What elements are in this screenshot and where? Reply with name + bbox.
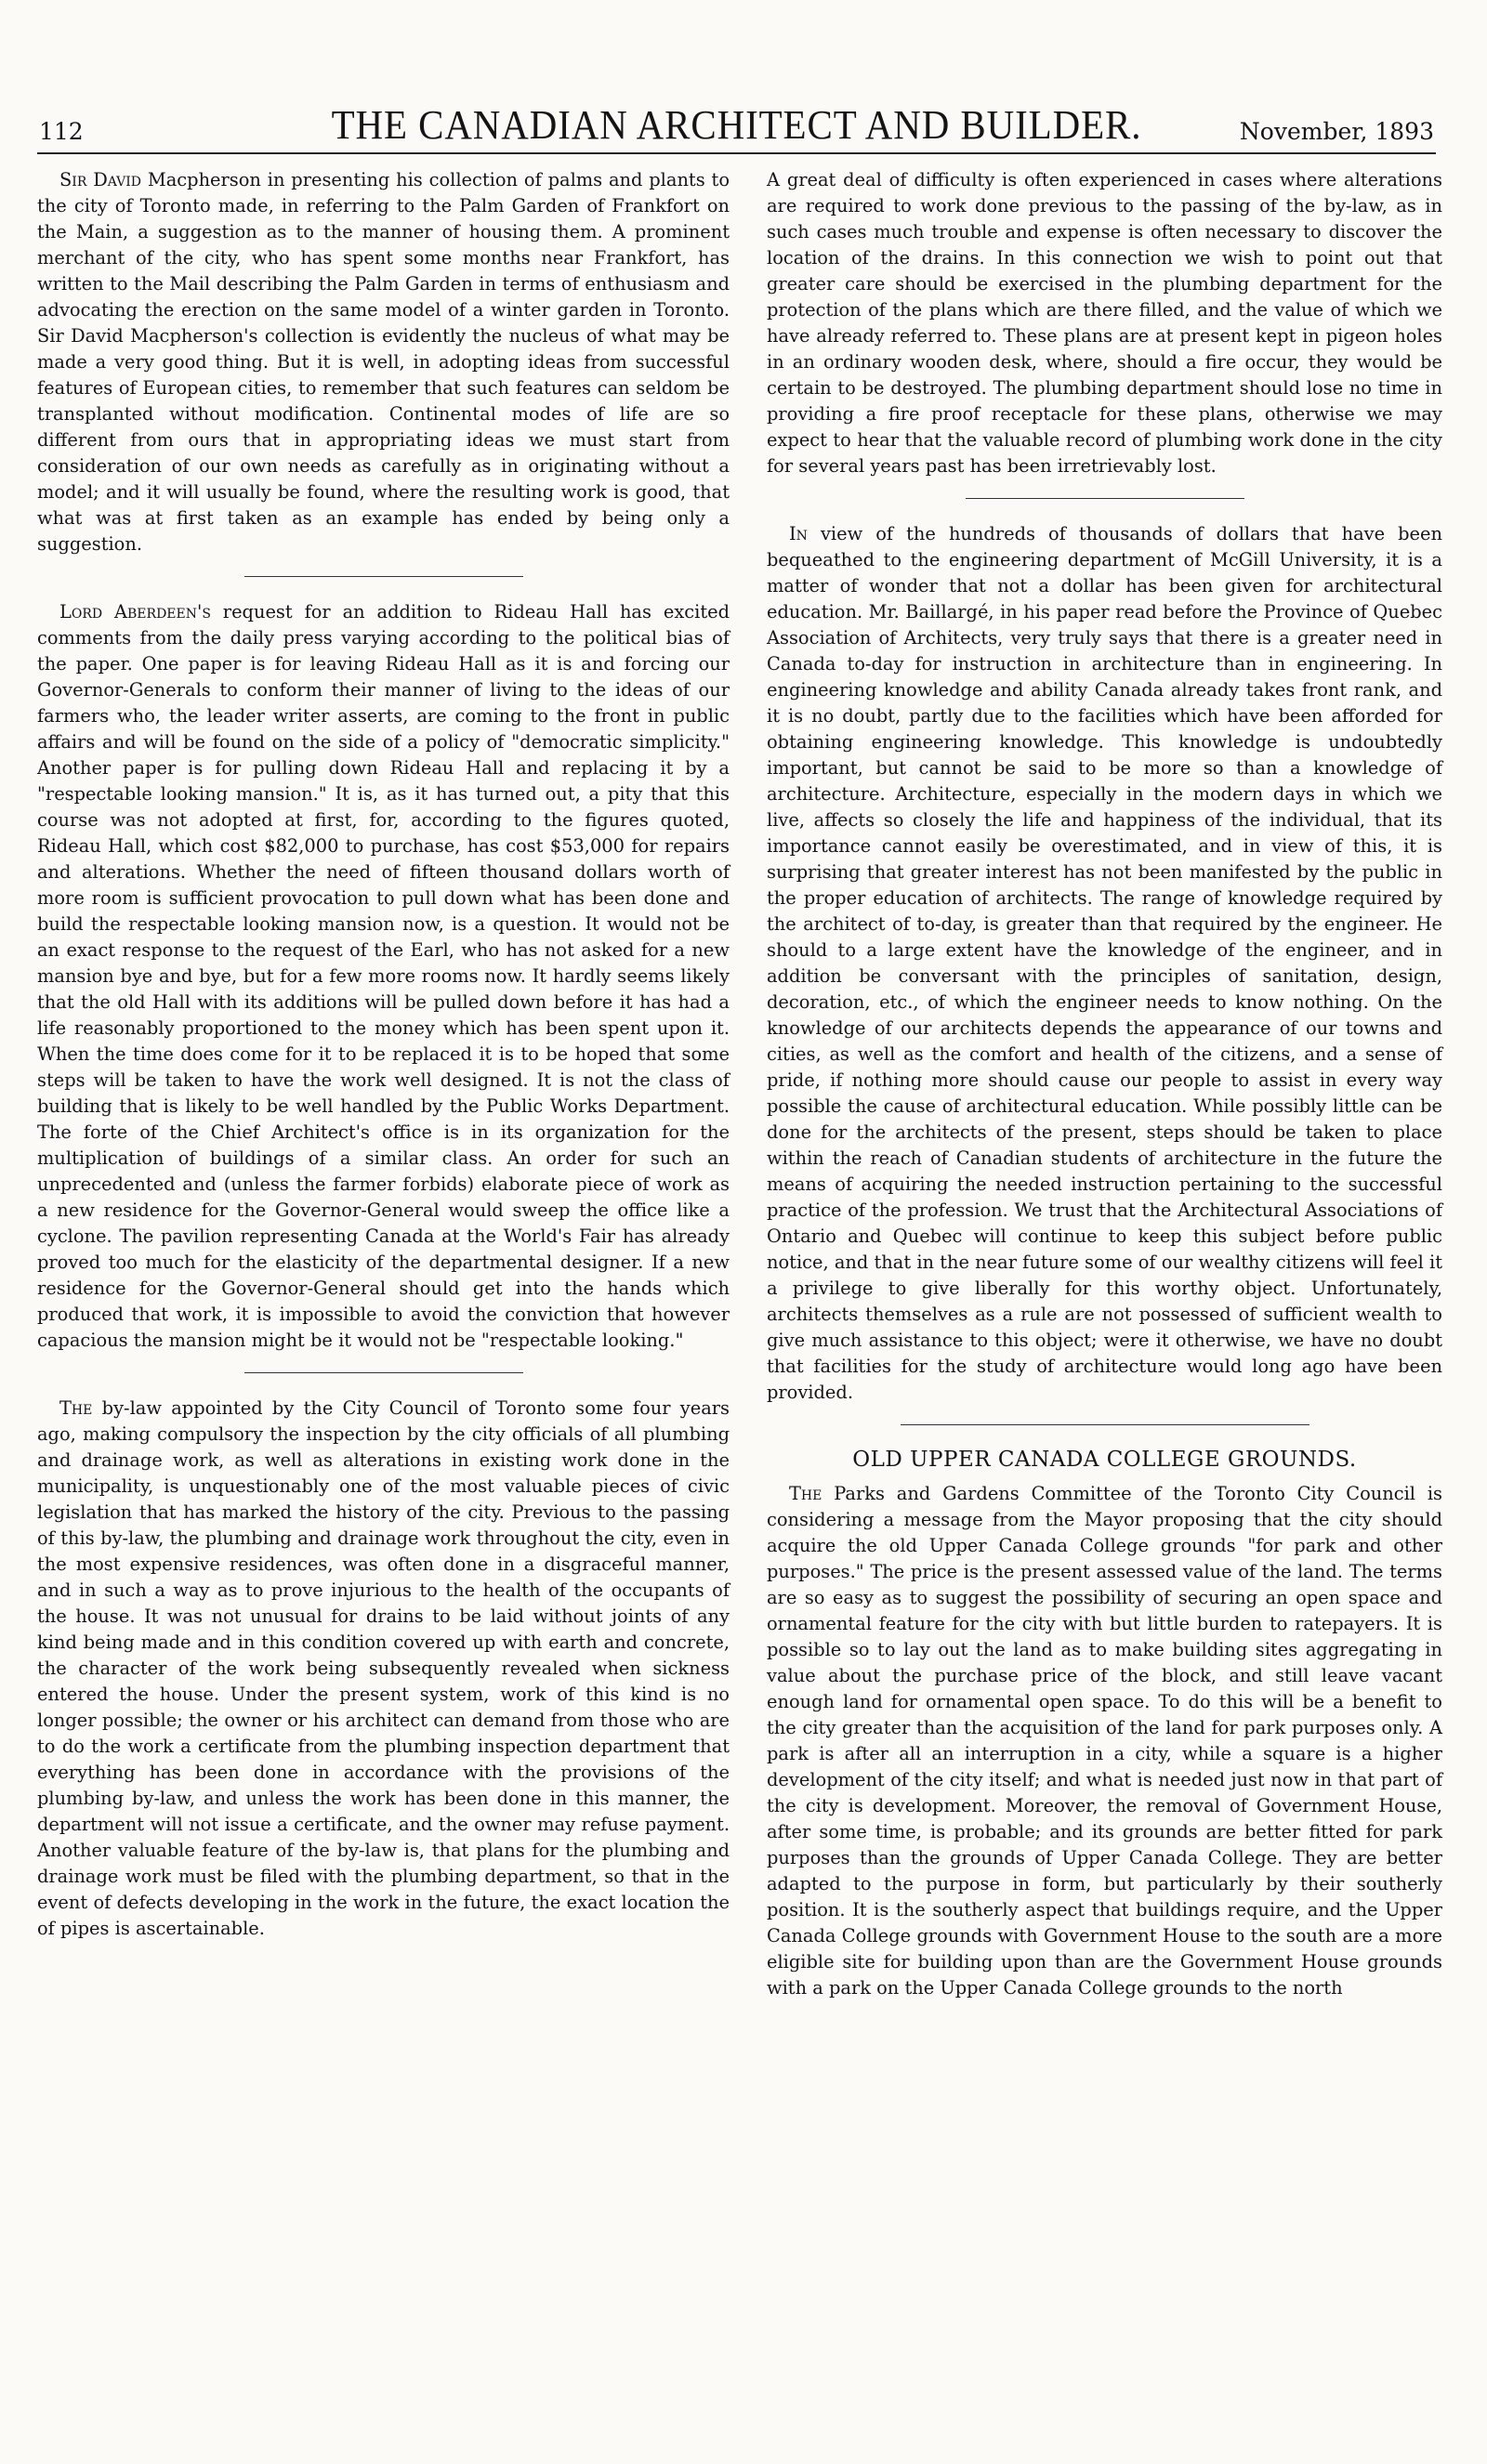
paragraph-text: Parks and Gardens Committee of the Toronto City Council is considering a message from the Mayor proposing that the city should acquire the old Upper Canada College grounds "for park and other purposes." The price is the present assessed value of the land. The terms are so easy as to suggest the possibility of securing an open space and ornamental feature for the city with but little burden to ratepayers. It is possible so to lay out the land as to make building sites aggregating in value about the purchase price of the block, and still leave vacant enough land for ornamental open space. To do this will be a benefit to the city greater than the acquisition of the land for park purposes only. A park is after all an interruption in a city, while a square is a higher development of the city itself; and what is needed just now in that part of the city is development. Moreover, the removal of Government House, after some time, is probable; and its grounds are better fitted for park purposes than the grounds of Upper Canada College. They are better adapted to the purpose in form, but particularly by their southerly position. It is the southerly aspect that buildings require, and the Upper Canada College grounds with Government House to the south are a more eligible site for building upon than are the Government House grounds with a park on the Upper Canada College grounds to the north bbox=[767, 1483, 1442, 1999]
masthead-title: THE CANADIAN ARCHITECT AND BUILDER. bbox=[331, 102, 1142, 148]
left-column bbox=[37, 167, 730, 1942]
article-palm-garden bbox=[37, 167, 730, 557]
article-plumbing-continued bbox=[767, 167, 1442, 479]
paragraph-text: by-law appointed by the City Council of Toronto some four years ago, making compulsory the inspection by the city officials of all plumbing and drainage work, as well as alterations in existing work done in the municipality, is unquestionably one of the most valuable pieces of civic legislation that has marked the history of the city. Previous to the passing of this by-law, the plumbing and drainage work throughout the city, even in the most expensive residences, was often done in a disgraceful manner, and in such a way as to prove injurious to the health of the occupants of the house. It was not unusual for drains to be laid without joints of any kind being made and in this condition covered up with earth and concrete, the character of the work being subsequently revealed when sickness entered the house. Under the present system, work of this kind is no longer possible; the owner or his architect can demand from those who are to do the work a certificate from the plumbing inspection department that everything has been done in accordance with the provisions of the plumbing by-law, and unless the work has been done in this manner, the department will not issue a certificate, and the owner may refuse payment. Another valuable feature of the by-law is, that plans for the plumbing and drainage work must be filed with the plumbing department, so that in the event of defects developing in the work in the future, the exact location the of pipes is ascertainable. bbox=[37, 1397, 730, 1939]
section-divider bbox=[244, 1372, 523, 1373]
right-column bbox=[767, 167, 1442, 2001]
issue-date: November, 1893 bbox=[1239, 118, 1434, 145]
article-plumbing-bylaw bbox=[37, 1396, 730, 1942]
paragraph-text: request for an addition to Rideau Hall has excited comments from the daily press varying according to the political bias of the paper. One paper is for leaving Rideau Hall as it is and forcing our Governor-Generals to conform their manner of living to the ideas of our farmers who, the leader writer asserts, are coming to the front in public affairs and will be found on the side of a policy of "democratic simplicity." Another paper is for pulling down Rideau Hall and replacing it by a "respectable looking mansion." It is, as it has turned out, a pity that this course was not adopted at first, for, according to the figures quoted, Rideau Hall, which cost $82,000 to purchase, has cost $53,000 for repairs and alterations. Whether the need of fifteen thousand dollars worth of more room is sufficient provocation to pull down what has been done and build the respectable looking mansion now, is a question. It would not be an exact response to the request of the Earl, who has not asked for a new mansion bye and bye, but for a few more rooms now. It hardly seems likely that the old Hall with its additions will be pulled down before it has had a life reasonably proportioned to the money which has been spent upon it. When the time does come for it to be replaced it is to be hoped that some steps will be taken to have the work well designed. It is not the class of building that is likely to be well handled by the Public Works Department. The forte of the Chief Architect's office is in its organization for the multiplication of buildings of a similar class. An order for such an unprecedented and (unless the farmer forbids) elaborate piece of work as a new residence for the Governor-General would sweep the office like a cyclone. The pavilion representing Canada at the World's Fair has already proved too much for the elasticity of the departmental designer. If a new residence for the Governor-General should get into the hands which produced that work, it is impossible to avoid the conviction that however capacious the mansion might be it would not be "respectable looking." bbox=[37, 601, 730, 1351]
header-rule bbox=[37, 152, 1436, 154]
article-rideau-hall bbox=[37, 599, 730, 1354]
paragraph-text: view of the hundreds of thousands of dollars that have been bequeathed to the engineering department of McGill University, it is a matter of wonder that not a dollar has been given for architectural education. Mr. Baillargé, in his paper read before the Province of Quebec Association of Architects, very truly says that there is a greater need in Canada to-day for instruction in architecture than in engineering. In engineering knowledge and ability Canada already takes front rank, and it is no doubt, partly due to the facilities which have been afforded for obtaining engineering knowledge. This knowledge is undoubtedly important, but cannot be said to be more so than a knowledge of architecture. Architecture, especially in the modern days in which we live, affects so closely the life and happiness of the individual, that its importance cannot easily be overestimated, and in view of this, it is surprising that greater interest has not been manifested by the public in the proper education of architects. The range of knowledge required by the architect of to-day, is greater than that required by the engineer. He should to a large extent have the knowledge of the engineer, and in addition be conversant with the principles of sanitation, design, decoration, etc., of which the engineer needs to know nothing. On the knowledge of our architects depends the appearance of our towns and cities, as well as the comfort and health of the citizens, and a sense of pride, if nothing more should cause our people to assist in every way possible the cause of architectural education. While possibly little can be done for the architects of the present, steps should be taken to place within the reach of Canadian students of architecture in the future the means of acquiring the needed instruction pertaining to the successful practice of the profession. We trust that the Architectural Associations of Ontario and Quebec will continue to keep this subject before public notice, and that in the near future some of our wealthy citizens will feel it a privilege to give liberally for this worthy object. Unfortunately, architects themselves as a rule are not possessed of sufficient wealth to give much assistance to this object; were it otherwise, we have no doubt that facilities for the study of architecture would long ago have been provided. bbox=[767, 523, 1442, 1403]
lead-words: In bbox=[789, 523, 808, 544]
section-heading: OLD UPPER CANADA COLLEGE GROUNDS. bbox=[852, 1448, 1357, 1472]
section-divider bbox=[966, 498, 1244, 499]
page-header bbox=[37, 104, 1436, 151]
lead-words: Lord Aberdeen's bbox=[59, 601, 211, 623]
paragraph-text: Macpherson in presenting his collection of palms and plants to the city of Toronto made, in referring to the Palm Garden of Frankfort on the Main, a suggestion as to the manner of housing them. A prominent merchant of the city, who has spent some months near Frankfort, has written to the Mail describing the Palm Garden in terms of enthusiasm and advocating the erection on the same model of a winter garden in Toronto. Sir David Macpherson's collection is evidently the nucleus of what may be made a very good thing. But it is well, in adopting ideas from successful features of European cities, to remember that such features can seldom be transplanted without modification. Continental modes of life are so different from ours that in appropriating ideas we must start from consideration of our own needs as carefully as in originating without a model; and it will usually be found, where the resulting work is good, that what was at first taken as an example has ended by being only a suggestion. bbox=[37, 169, 730, 555]
section-divider bbox=[244, 576, 523, 577]
section-divider bbox=[901, 1424, 1309, 1425]
paragraph-text: A great deal of difficulty is often experienced in cases where alterations are required to work done previous to the passing of the by-law, as in such cases much trouble and expense is often necessary to discover the location of the drains. In this connection we wish to point out that greater care should be exercised in the plumbing department for the protection of the plans which are there filled, and the value of which we have already referred to. These plans are at present kept in pigeon holes in an ordinary wooden desk, where, should a fire occur, they would be certain to be destroyed. The plumbing department should lose no time in providing a fire proof receptacle for these plans, otherwise we may expect to hear that the valuable record of plumbing work done in the city for several years past has been irretrievably lost. bbox=[767, 169, 1442, 477]
article-upper-canada-college bbox=[767, 1481, 1442, 2001]
lead-words: Sir David bbox=[59, 169, 142, 190]
page-number: 112 bbox=[39, 118, 84, 145]
lead-words: The bbox=[789, 1483, 822, 1504]
article-architectural-education bbox=[767, 521, 1442, 1406]
lead-words: The bbox=[59, 1397, 93, 1419]
